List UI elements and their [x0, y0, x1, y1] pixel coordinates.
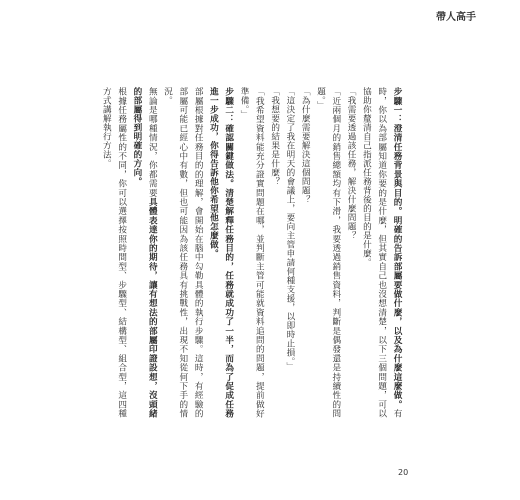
page-number: 20: [398, 468, 409, 477]
step-1-heading: 澄清任務背景與目的。明確的告訴部屬要做什麼，以及為什麼這麼做。: [392, 123, 402, 410]
step-1-text: 有時，你以為部屬知道你要的是什麼，但其實自己也沒想清楚，以下三個問題，可以協助你釐清自己指派任務背後的目的是什麼。: [361, 87, 402, 419]
step-2-heading: 確認關鍵做法。清楚解釋任務目的，任務就成功了一半，而為了促成任務進一步成功，你得告訴他你希望他怎麼做。: [208, 87, 234, 419]
paragraph-step-2: [205, 78, 236, 418]
question-3: 「我想要的結果是什麼？: [269, 87, 280, 186]
question-1-example: 「近兩個月的銷售總額均有下滑，我要透過銷售資料，判斷是偶發還是持續性的問題。」: [315, 87, 341, 418]
paragraph-expectation: [129, 78, 160, 418]
expectation-text: 無論是哪種情況，你都需要: [147, 87, 158, 198]
paragraph-methods: 根據任務屬性的不同，你可以選擇按照時間型、步驟型、結構型、組合型，這四種方式講解執行方法。: [101, 87, 127, 418]
paragraph-step-2-detail: 部屬根據對任務目的的理解，會開始在腦中勾勒具體的執行步驟。這時，有經驗的部屬可能已經心中有數，但也可能因為該任務具有挑戰性，出現不知從何下手的情況。: [162, 87, 204, 418]
paragraph-step-1: [358, 78, 404, 418]
body-text: [101, 78, 404, 419]
step-2-label: 步驟二：: [223, 87, 234, 124]
question-1: 「我需要透過該任務，解決什麼問題？: [346, 87, 357, 240]
expectation-emphasis: 具體表達你的期待，讓有想法的部屬印證設想，沒頭緒的部屬得到明確的方向。: [131, 87, 158, 419]
step-1-label: 步驟一：: [392, 87, 402, 124]
question-2-example: 「這決定了我在明天的會議上，要向主管申請何種支援，以即時止損。」: [284, 87, 295, 371]
running-header: 帶人高手: [436, 12, 476, 23]
question-2: 「為什麼需要解決這個問題？: [300, 87, 311, 204]
question-3-example: 「我希望資料能充分證實問題在哪，並判斷主管可能就資料追問的問題，提前做好準備。」: [239, 87, 265, 418]
